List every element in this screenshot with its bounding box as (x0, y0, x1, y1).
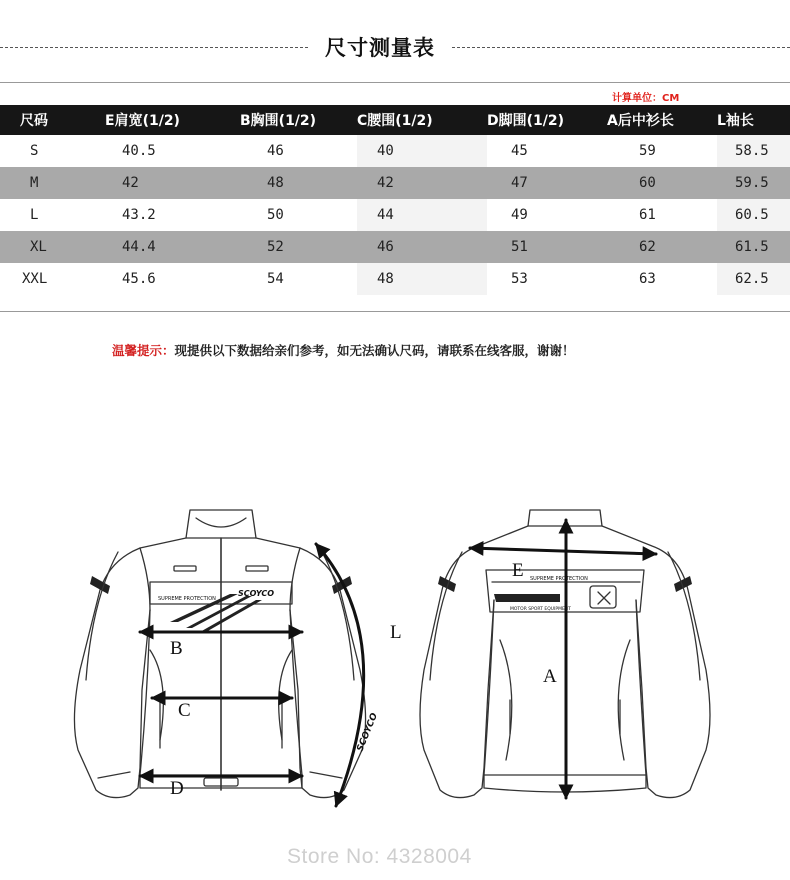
table-cell: 44.4 (90, 231, 240, 263)
back-supreme-text: SUPREME PROTECTION (530, 576, 588, 582)
table-cell: M (0, 167, 90, 199)
title-row (0, 30, 790, 66)
size-table (0, 105, 790, 295)
table-cell: 47 (487, 167, 607, 199)
table-cell: 52 (240, 231, 357, 263)
table-cell: 45 (511, 143, 528, 159)
table-row (0, 199, 790, 231)
measure-e-line (470, 548, 656, 554)
table-row (0, 167, 790, 199)
back-motor-text: MOTOR SPORT EQUIPMENT (510, 607, 571, 612)
table-cell: 48 (357, 263, 487, 295)
page-title: 尺寸测量表 (325, 36, 435, 60)
table-cell: 53 (511, 271, 528, 287)
divider-bottom (0, 311, 790, 312)
jacket-diagram (0, 490, 790, 820)
unit-note: 计算单位：CM (612, 93, 680, 104)
table-cell: 43.2 (122, 207, 156, 223)
table-cell: 59.5 (717, 167, 790, 199)
table-cell: 48 (240, 167, 357, 199)
table-cell: 51 (487, 231, 607, 263)
measure-b-label: B (170, 638, 183, 659)
store-watermark: Store No: 4328004 (287, 845, 472, 868)
table-row (0, 231, 790, 263)
table-header-cell: 尺码 (0, 105, 90, 135)
table-cell: XXL (22, 271, 48, 287)
measure-c-label: C (178, 700, 191, 721)
table-cell: 60 (607, 167, 717, 199)
measure-e-label: E (512, 560, 524, 581)
measure-l-label: L (390, 622, 402, 643)
table-cell: 40.5 (122, 143, 156, 159)
table-header-cell: C腰围(1/2) (357, 105, 487, 135)
table-header-cell: B胸围(1/2) (240, 105, 357, 135)
measure-a-label: A (543, 666, 557, 687)
table-header-row (0, 105, 790, 135)
table-cell: 44 (357, 199, 487, 231)
table-cell: 61.5 (717, 231, 790, 263)
table-header-cell: D脚围(1/2) (487, 105, 607, 135)
front-brand-text: SCOYCO (238, 589, 275, 598)
tip-note (112, 341, 575, 359)
sleeve-brand-text: SCOYCO (355, 711, 380, 754)
table-cell: 42 (357, 167, 487, 199)
table-header-cell: A后中衫长 (607, 105, 717, 135)
table-cell: 46 (267, 143, 284, 159)
table-cell: 42 (90, 167, 240, 199)
table-header-cell: L袖长 (717, 105, 790, 135)
tip-text: 现提供以下数据给亲们参考，如无法确认尺码，请联系在线客服，谢谢！ (174, 343, 575, 358)
table-cell: 40 (357, 135, 487, 167)
table-cell: 61 (639, 207, 656, 223)
table-cell: XL (0, 231, 90, 263)
table-row (0, 135, 790, 167)
table-cell: 46 (357, 231, 487, 263)
table-cell: 58.5 (717, 135, 790, 167)
divider-top (0, 82, 790, 83)
measure-d-label: D (170, 778, 184, 799)
table-cell: L (30, 207, 39, 223)
table-cell: 60.5 (717, 199, 790, 231)
table-cell: 62.5 (717, 263, 790, 295)
table-cell: 50 (267, 207, 284, 223)
table-cell: 62 (607, 231, 717, 263)
table-cell: 63 (639, 271, 656, 287)
table-row (0, 263, 790, 295)
tip-label: 温馨提示： (112, 343, 175, 358)
table-cell: 54 (267, 271, 284, 287)
table-header-cell: E肩宽(1/2) (90, 105, 240, 135)
table-cell: 49 (511, 207, 528, 223)
table-cell: 59 (639, 143, 656, 159)
title-dash-left (0, 47, 308, 48)
table-cell: 45.6 (122, 271, 156, 287)
front-supreme-text: SUPREME PROTECTION (158, 596, 216, 602)
table-cell: S (30, 143, 39, 159)
title-dash-right (452, 47, 790, 48)
